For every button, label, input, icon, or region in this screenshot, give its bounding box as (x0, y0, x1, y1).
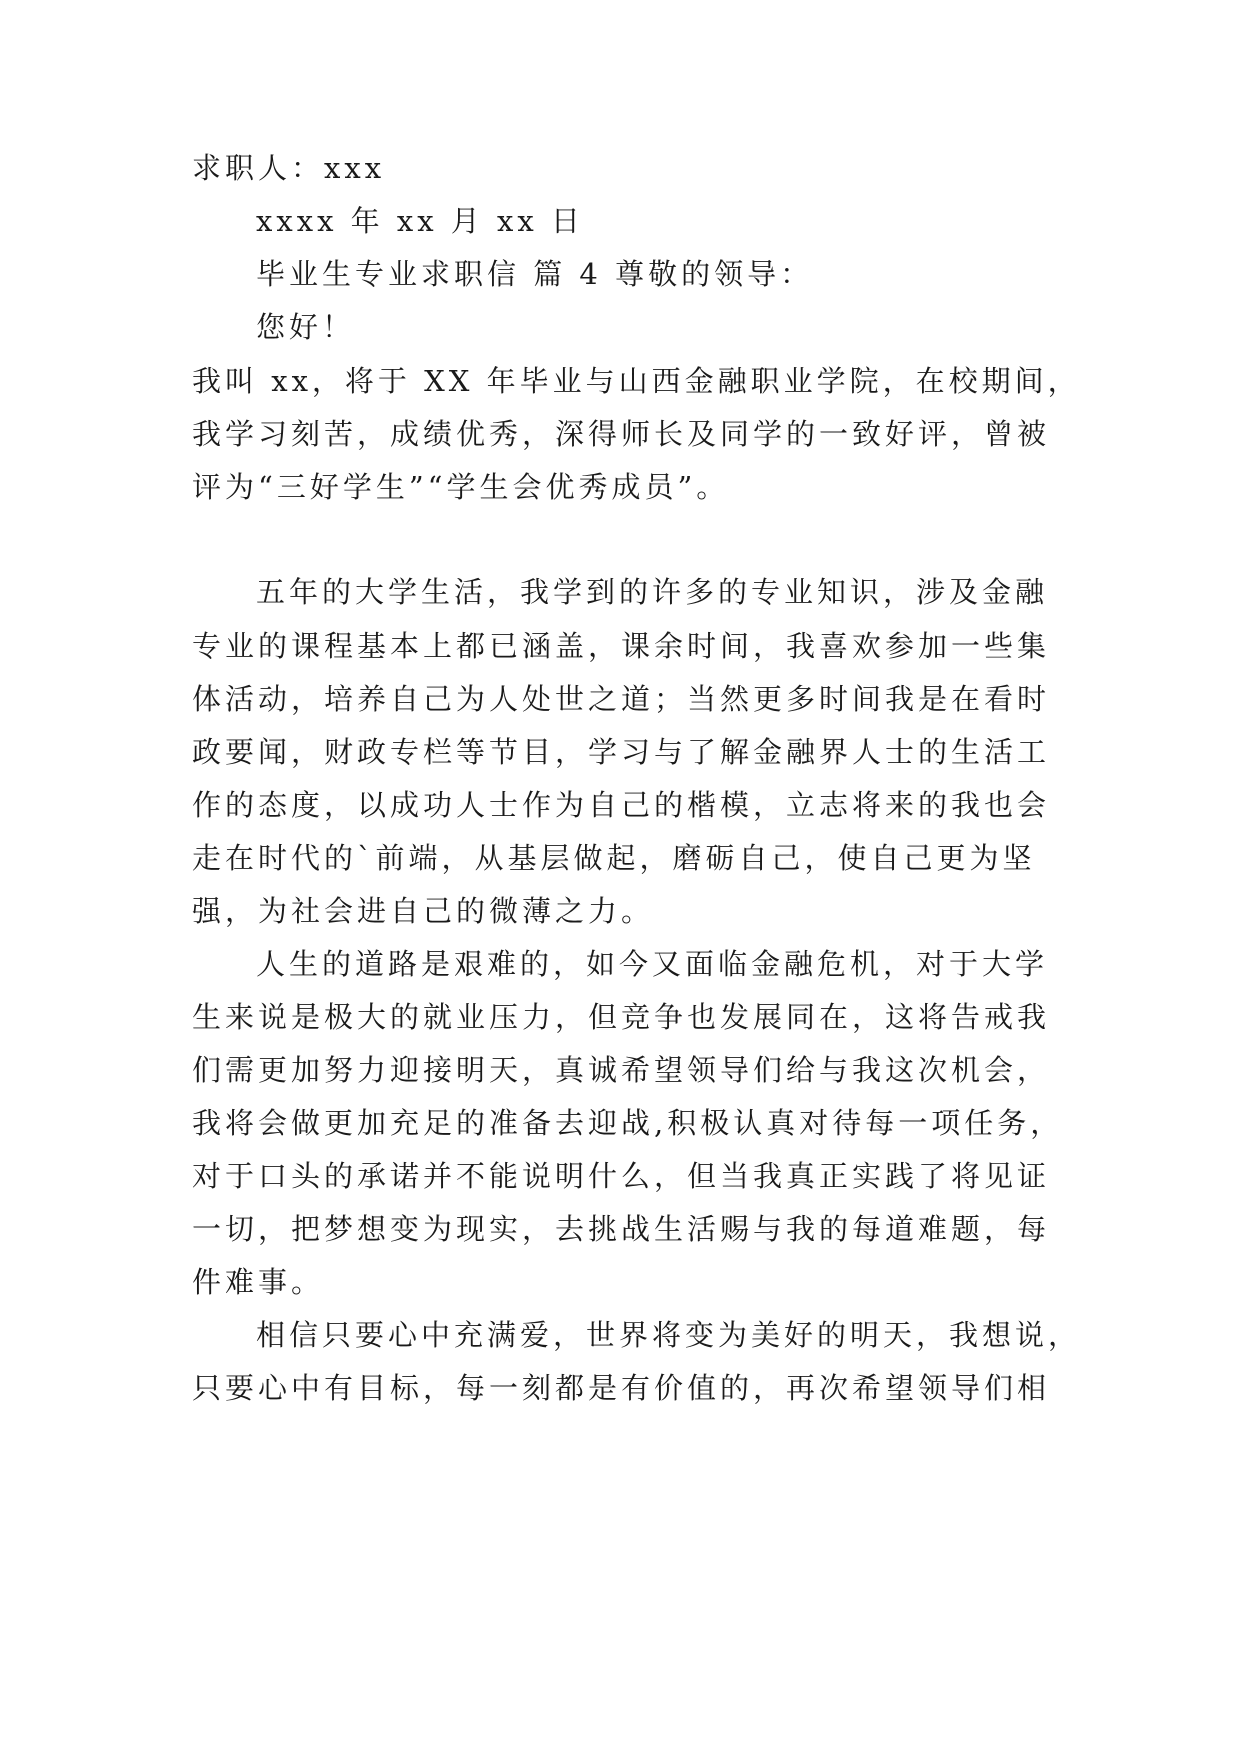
paragraph-line: 作的态度，以成功人士作为自己的楷模，立志将来的我也会 (192, 788, 1051, 822)
paragraph-line: 体活动，培养自己为人处世之道；当然更多时间我是在看时 (192, 682, 1051, 716)
paragraph-line: 生来说是极大的就业压力，但竞争也发展同在，这将告戒我 (192, 1000, 1051, 1034)
paragraph-line: 们需更加努力迎接明天，真诚希望领导们给与我这次机会， (192, 1053, 1051, 1087)
paragraph-line: 我将会做更加充足的准备去迎战,积极认真对待每一项任务， (192, 1106, 1064, 1140)
date-line: xxxx 年 xx 月 xx 日 (256, 204, 584, 238)
paragraph-line: 一切，把梦想变为现实，去挑战生活赐与我的每道难题，每 (192, 1212, 1051, 1246)
paragraph-line: 评为“三好学生”“学生会优秀成员”。 (192, 470, 730, 504)
applicant-line: 求职人：xxx (192, 151, 386, 185)
paragraph-line: 专业的课程基本上都已涵盖，课余时间，我喜欢参加一些集 (192, 629, 1051, 663)
paragraph-line: 我叫 xx，将于 XX 年毕业与山西金融职业学院，在校期间， (192, 364, 1081, 398)
paragraph-line: 五年的大学生活，我学到的许多的专业知识，涉及金融 (256, 575, 1049, 609)
paragraph-line: 只要心中有目标，每一刻都是有价值的，再次希望领导们相 (192, 1371, 1051, 1405)
paragraph-line: 我学习刻苦，成绩优秀，深得师长及同学的一致好评，曾被 (192, 417, 1051, 451)
paragraph-line: 强，为社会进自己的微薄之力。 (192, 894, 655, 928)
paragraph-line: 走在时代的`前端，从基层做起，磨砺自己，使自己更为坚 (192, 841, 1036, 875)
greeting: 您好！ (256, 310, 356, 344)
paragraph-line: 件难事。 (192, 1265, 325, 1299)
paragraph-line: 政要闻，财政专栏等节目，学习与了解金融界人士的生活工 (192, 735, 1051, 769)
paragraph-line: 人生的道路是艰难的，如今又面临金融危机，对于大学 (256, 947, 1049, 981)
section-title: 毕业生专业求职信 篇 4 尊敬的领导： (256, 257, 814, 291)
paragraph-line: 相信只要心中充满爱，世界将变为美好的明天，我想说， (256, 1318, 1082, 1352)
paragraph-line: 对于口头的承诺并不能说明什么，但当我真正实践了将见证 (192, 1159, 1051, 1193)
